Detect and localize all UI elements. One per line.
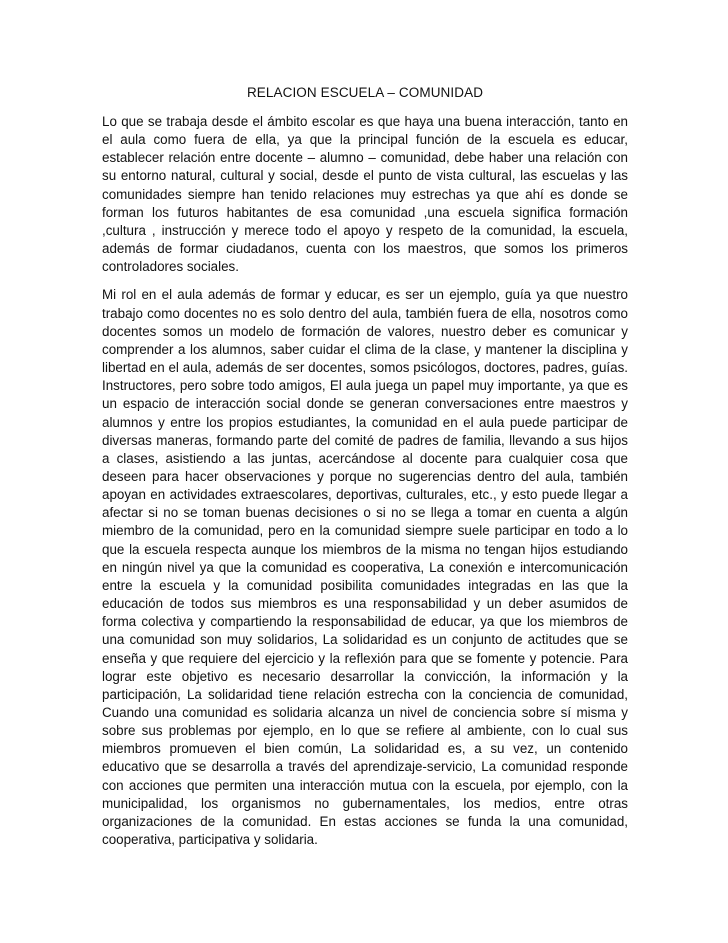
paragraph-2: Mi rol en el aula además de formar y educar, es ser un ejemplo, guía ya que nuestro trabajo como docentes no es solo dentro del aula, también fuera de ella, nosotros como docentes somos un modelo de formación de valores, nuestro deber es comunicar y comprender a los alumnos, saber cuidar el clima de la clase, y mantener la disciplina y libertad en el aula, además de ser docentes, somos psicólogos, doctores, padres, guías. Instructores, pero sobre todo amigos, El aula juega un papel muy importante, ya que es un espacio de interacción social donde se generan conversaciones entre maestros y alumnos y entre los propios estudiantes, la comunidad en el aula puede participar de diversas maneras, formando parte del comité de padres de familia, llevando a sus hijos a clases, asistiendo a las juntas, acercándose al docente para cualquier cosa que deseen para hacer observaciones y porque no sugerencias dentro del aula, también apoyan en actividades extraescolares, deportivas, culturales, etc., y esto puede llegar a afectar si no se toman buenas decisiones o si no se llega a tomar en cuenta a algún miembro de la comunidad, pero en la comunidad siempre suele participar en todo a lo que la escuela respecta aunque los miembros de la misma no tengan hijos estudiando en ningún nivel ya que la comunidad es cooperativa, La conexión e intercomunicación entre la escuela y la comunidad posibilita comunidades integradas en las que la educación de todos sus miembros es una responsabilidad y un deber asumidos de forma colectiva y compartiendo la responsabilidad de educar, ya que los miembros de una comunidad son muy solidarios, La solidaridad es un conjunto de actitudes que se enseña y que requiere del ejercicio y la reflexión para que se fomente y potencie. Para lograr este objetivo es necesario desarrollar la convicción, la información y la participación, La solidaridad tiene relación estrecha con la conciencia de comunidad, Cuando una comunidad es solidaria alcanza un nivel de conciencia sobre sí misma y sobre sus problemas por ejemplo, en lo que se refiere al ambiente, con lo cual sus miembros promueven el bien común, La solidaridad es, a su vez, un contenido educativo que se desarrolla a través del aprendizaje-servicio, La comunidad responde con acciones que permiten una interacción mutua con la escuela, por ejemplo, con la municipalidad, los organismos no gubernamentales, los medios, entre otras organizaciones de la comunidad. En estas acciones se funda la una comunidad, cooperativa, participativa y solidaria.: [102, 287, 628, 848]
paragraph-1: Lo que se trabaja desde el ámbito escolar es que haya una buena interacción, tanto en el aula como fuera de ella, ya que la principal función de la escuela es educar, establecer relación entre docente – alumno – comunidad, debe haber una relación con su entorno natural, cultural y social, desde el punto de vista cultural, las escuelas y las comunidades siempre han tenido relaciones muy estrechas ya que ahí es donde se forman los futuros habitantes de esa comunidad ,una escuela significa formación ,cultura , instrucción y merece todo el apoyo y respeto de la comunidad, la escuela, además de formar ciudadanos, cuenta con los maestros, que somos los primeros controladores sociales.: [102, 114, 628, 275]
document-title: RELACION ESCUELA – COMUNIDAD: [246, 85, 484, 100]
